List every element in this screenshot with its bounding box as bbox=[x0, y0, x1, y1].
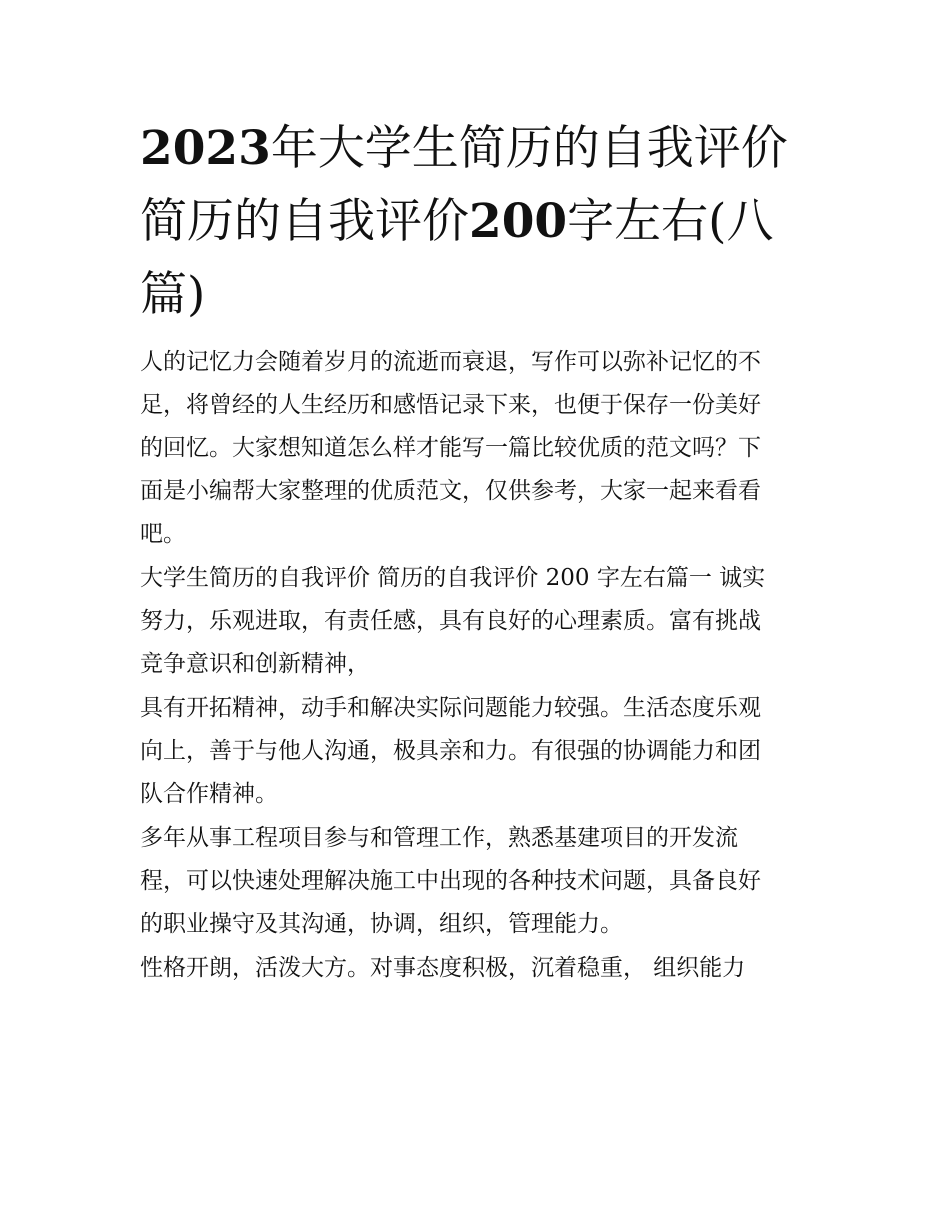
paragraph-line: 努力，乐观进取，有责任感，具有良好的心理素质。富有挑战 bbox=[140, 608, 761, 634]
paragraph-section-3 bbox=[140, 817, 820, 946]
paragraph-line: 具有开拓精神，动手和解决实际问题能力较强。生活态度乐观 bbox=[140, 695, 761, 721]
paragraph-intro bbox=[140, 341, 820, 556]
paragraph-section-2 bbox=[140, 687, 820, 816]
paragraph-line: 面是小编帮大家整理的优质范文，仅供参考，大家一起来看看 bbox=[140, 478, 761, 504]
paragraph-line: 多年从事工程项目参与和管理工作，熟悉基建项目的开发流 bbox=[140, 825, 738, 851]
paragraph-line: 大学生简历的自我评价 简历的自我评价 200 字左右篇一 诚实 bbox=[140, 565, 766, 591]
paragraph-line: 足，将曾经的人生经历和感悟记录下来，也便于保存一份美好 bbox=[140, 392, 761, 418]
paragraph-line: 程，可以快速处理解决施工中出现的各种技术问题，具备良好 bbox=[140, 868, 761, 894]
title-line-1: 2023年大学生简历的自我评价 bbox=[140, 121, 788, 176]
paragraph-line: 吧。 bbox=[140, 521, 186, 547]
paragraph-line: 性格开朗，活泼大方。对事态度积极，沉着稳重， 组织能力 bbox=[140, 955, 746, 981]
paragraph-line: 的职业操守及其沟通，协调，组织，管理能力。 bbox=[140, 911, 623, 937]
paragraph-line: 向上，善于与他人沟通，极具亲和力。有很强的协调能力和团 bbox=[140, 738, 761, 764]
title-line-3: 篇) bbox=[140, 267, 206, 322]
document-page bbox=[140, 112, 820, 990]
paragraph-line: 竞争意识和创新精神， bbox=[140, 651, 370, 677]
paragraph-line: 队合作精神。 bbox=[140, 781, 278, 807]
paragraph-line: 人的记忆力会随着岁月的流逝而衰退，写作可以弥补记忆的不 bbox=[140, 349, 761, 375]
paragraph-section-1 bbox=[140, 557, 820, 686]
paragraph-section-4 bbox=[140, 947, 820, 990]
document-title bbox=[140, 112, 820, 331]
paragraph-line: 的回忆。大家想知道怎么样才能写一篇比较优质的范文吗？下 bbox=[140, 435, 761, 461]
title-line-2: 简历的自我评价200字左右(八 bbox=[140, 194, 774, 249]
